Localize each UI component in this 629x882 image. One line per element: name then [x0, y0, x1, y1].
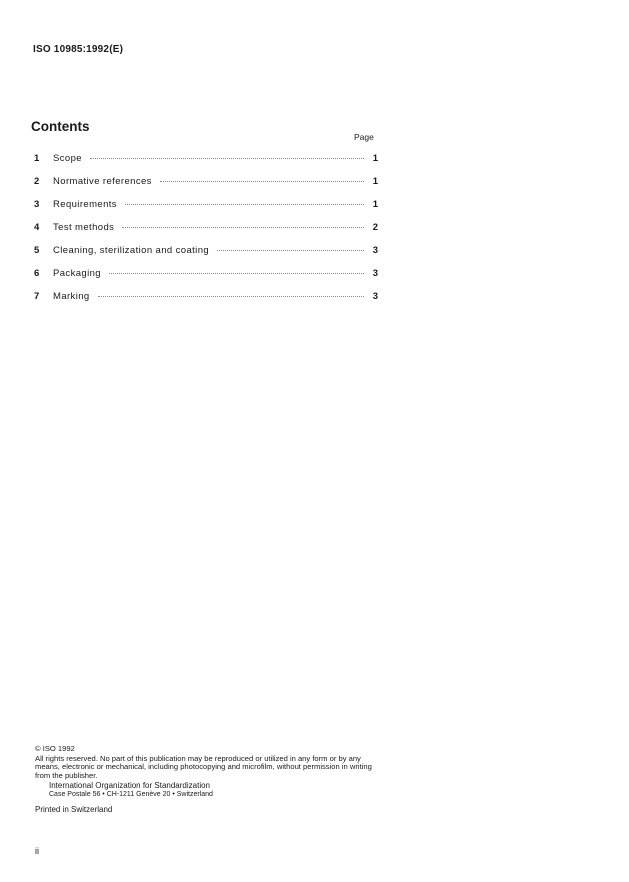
printed-in-note: Printed in Switzerland — [35, 804, 113, 814]
toc-entry-number: 5 — [34, 245, 40, 256]
toc-entry-number: 6 — [34, 268, 40, 279]
toc-dot-leader — [90, 158, 364, 159]
toc-entry-page: 1 — [372, 199, 378, 210]
toc-entry-title: Requirements — [53, 199, 117, 210]
toc-entry-title: Packaging — [53, 268, 101, 279]
toc-entry-test-methods[interactable] — [34, 222, 378, 245]
toc-dot-leader — [122, 227, 364, 228]
toc-entry-title: Test methods — [53, 222, 115, 233]
toc-entry-number: 1 — [34, 153, 40, 164]
table-of-contents — [34, 153, 378, 314]
toc-entry-normative-references[interactable] — [34, 176, 378, 199]
organization-address: Case Postale 56 • CH-1211 Genève 20 • Switzerland — [49, 790, 213, 798]
toc-entry-number: 3 — [34, 199, 40, 210]
toc-entry-number: 4 — [34, 222, 40, 233]
toc-entry-scope[interactable] — [34, 153, 378, 176]
toc-entry-page: 3 — [372, 245, 378, 256]
copyright-line: © ISO 1992 — [35, 744, 75, 753]
toc-entry-page: 1 — [372, 176, 378, 187]
page-number: ii — [35, 846, 39, 856]
toc-entry-page: 3 — [372, 268, 378, 279]
toc-dot-leader — [98, 296, 364, 297]
toc-dot-leader — [160, 181, 364, 182]
toc-entry-packaging[interactable] — [34, 268, 378, 291]
toc-dot-leader — [109, 273, 364, 274]
toc-entry-title: Normative references — [53, 176, 152, 187]
toc-entry-page: 1 — [372, 153, 378, 164]
toc-entry-title: Cleaning, sterilization and coating — [53, 245, 210, 256]
toc-entry-page: 2 — [372, 222, 378, 233]
copyright-block — [35, 745, 385, 814]
organization-block — [35, 782, 385, 799]
toc-entry-page: 3 — [372, 291, 378, 302]
toc-entry-cleaning-sterilization-coating[interactable] — [34, 245, 378, 268]
contents-heading: Contents — [31, 119, 90, 134]
toc-entry-requirements[interactable] — [34, 199, 378, 222]
toc-entry-title: Scope — [53, 153, 82, 164]
toc-dot-leader — [125, 204, 364, 205]
toc-entry-number: 7 — [34, 291, 40, 302]
toc-entry-marking[interactable] — [34, 291, 378, 314]
rights-statement: All rights reserved. No part of this publication may be reproduced or utilized in any form or by any means, electronic or mechanical, including photocopying and microfilm, without permission in writing from the publisher. — [35, 753, 372, 780]
document-id-header: ISO 10985:1992(E) — [33, 44, 124, 55]
organization-name: International Organization for Standardization — [49, 781, 210, 791]
page-column-label: Page — [354, 132, 374, 142]
toc-entry-title: Marking — [53, 291, 90, 302]
toc-dot-leader — [217, 250, 364, 251]
toc-entry-number: 2 — [34, 176, 40, 187]
